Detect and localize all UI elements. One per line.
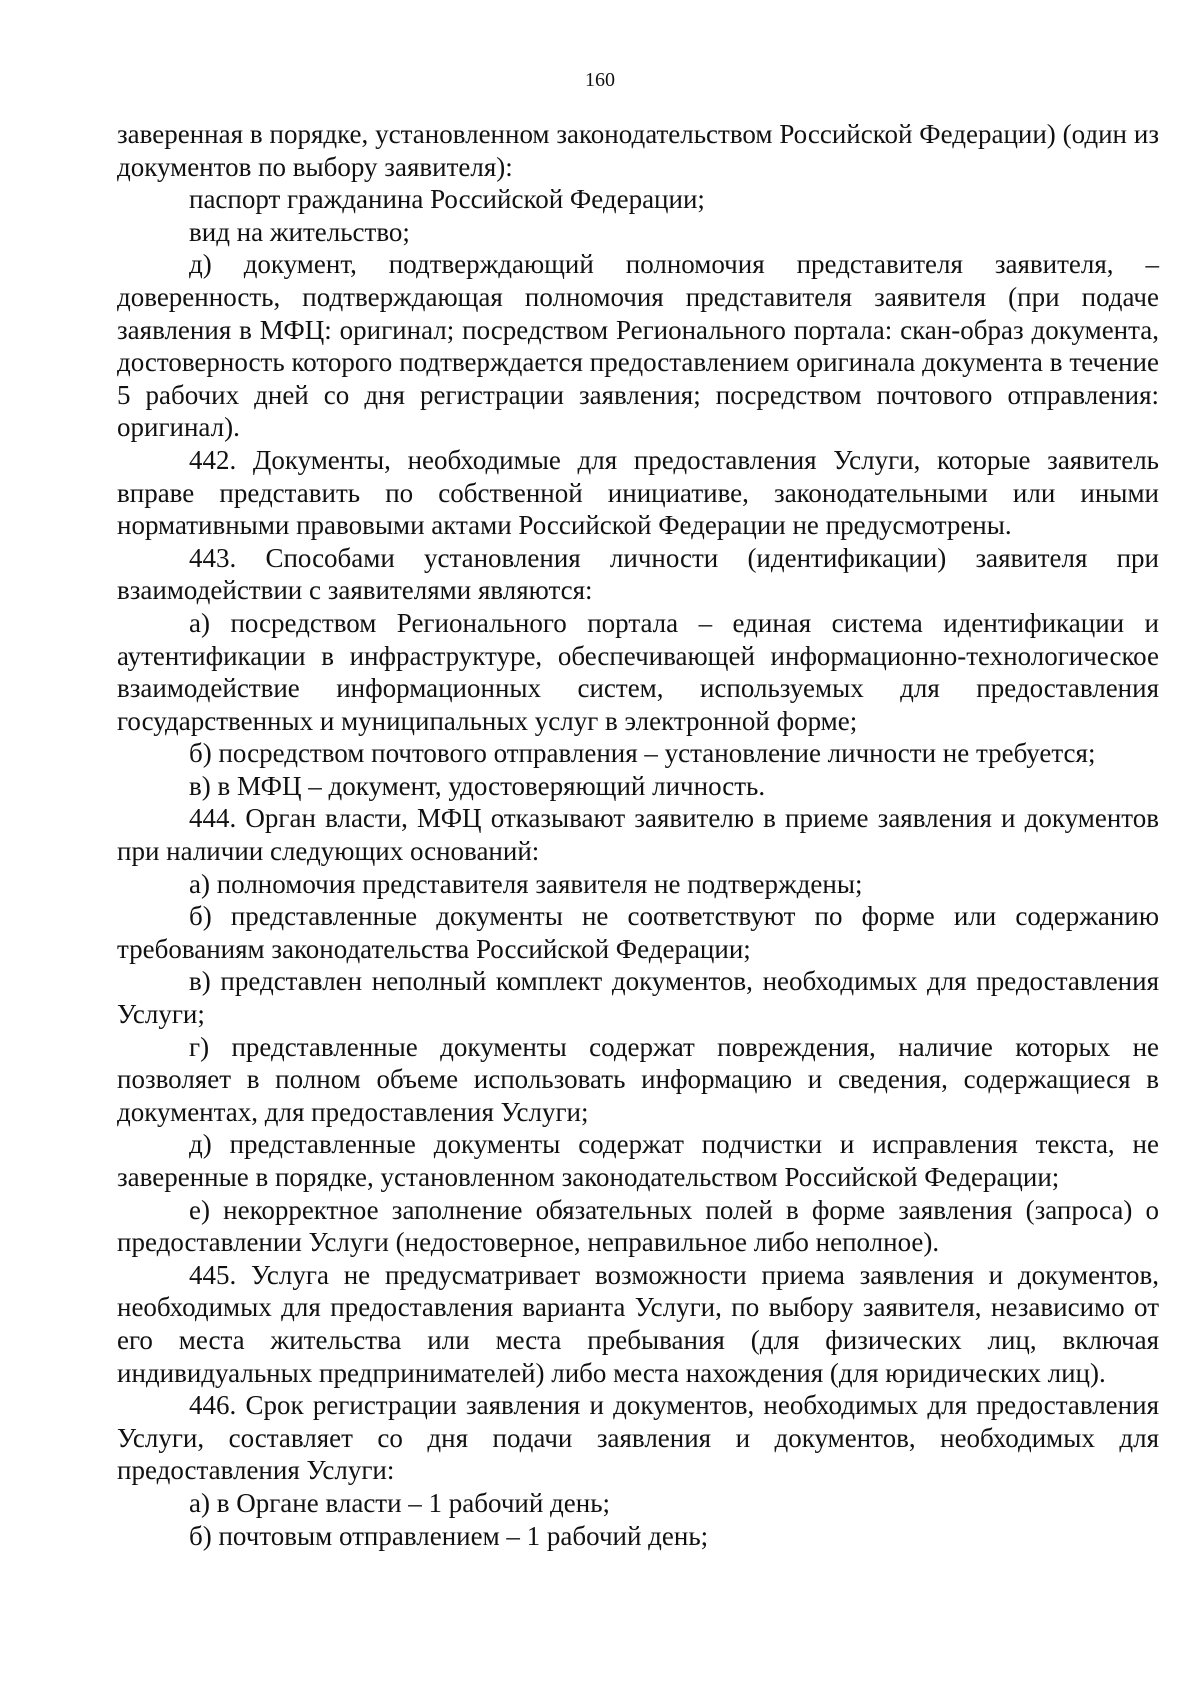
paragraph: паспорт гражданина Российской Федерации; [189, 184, 705, 215]
paragraph: а) в Органе власти – 1 рабочий день; [189, 1487, 611, 1518]
paragraph: 445. Услуга не предусматривает возможности приема заявления и документов, необходимых для предоставления варианта Услуги, по выбору заявителя, независимо от его места жительства или места пребывания (для физических лиц, включая индивидуальных предпринимателей) либо места нахождения (для юридических лиц). [117, 1259, 1159, 1388]
paragraph: б) посредством почтового отправления – установление личности не требуется; [189, 738, 1096, 769]
paragraph: вид на жительство; [189, 216, 410, 247]
paragraph: в) в МФЦ – документ, удостоверяющий личность. [189, 770, 766, 801]
paragraph: 446. Срок регистрации заявления и документов, необходимых для предоставления Услуги, составляет со дня подачи заявления и документов, необходимых для предоставления Услуги: [117, 1390, 1159, 1486]
paragraph: заверенная в порядке, установленном законодательством Российской Федерации) (один из документов по выбору заявителя): [117, 119, 1159, 182]
page-number: 160 [585, 69, 615, 91]
paragraph: б) почтовым отправлением – 1 рабочий день; [189, 1520, 709, 1551]
body-text [117, 118, 1159, 1552]
paragraph: б) представленные документы не соответствуют по форме или содержанию требованиям законодательства Российской Федерации; [117, 901, 1159, 964]
paragraph: д) документ, подтверждающий полномочия представителя заявителя, – доверенность, подтверждающая полномочия представителя заявителя (при подаче заявления в МФЦ: оригинал; посредством Регионального портала: скан-образ документа, достоверность которого подтверждается предоставлением оригинала документа в течение 5 рабочих дней со дня регистрации заявления; посредством почтового отправления: оригинал). [117, 249, 1159, 443]
paragraph: а) полномочия представителя заявителя не подтверждены; [189, 868, 863, 899]
paragraph: г) представленные документы содержат повреждения, наличие которых не позволяет в полном объеме использовать информацию и сведения, содержащиеся в документах, для предоставления Услуги; [117, 1031, 1159, 1127]
paragraph: 442. Документы, необходимые для предоставления Услуги, которые заявитель вправе представить по собственной инициативе, законодательными или иными нормативными правовыми актами Российской Федерации не предусмотрены. [117, 444, 1159, 541]
paragraph: 443. Способами установления личности (идентификации) заявителя при взаимодействии с заявителями являются: [117, 542, 1159, 606]
paragraph: д) представленные документы содержат подчистки и исправления текста, не заверенные в порядке, установленном законодательством Российской Федерации; [117, 1129, 1159, 1192]
paragraph: а) посредством Регионального портала – единая система идентификации и аутентификации в инфраструктуре, обеспечивающей информационно-технологическое взаимодействие информационных систем, используемых для предоставления государственных и муниципальных услуг в электронной форме; [117, 607, 1159, 736]
paragraph: е) некорректное заполнение обязательных полей в форме заявления (запроса) о предоставлении Услуги (недостоверное, неправильное либо неполное). [117, 1194, 1159, 1258]
paragraph: в) представлен неполный комплект документов, необходимых для предоставления Услуги; [117, 966, 1159, 1030]
paragraph: 444. Орган власти, МФЦ отказывают заявителю в приеме заявления и документов при наличии следующих оснований: [117, 803, 1159, 867]
